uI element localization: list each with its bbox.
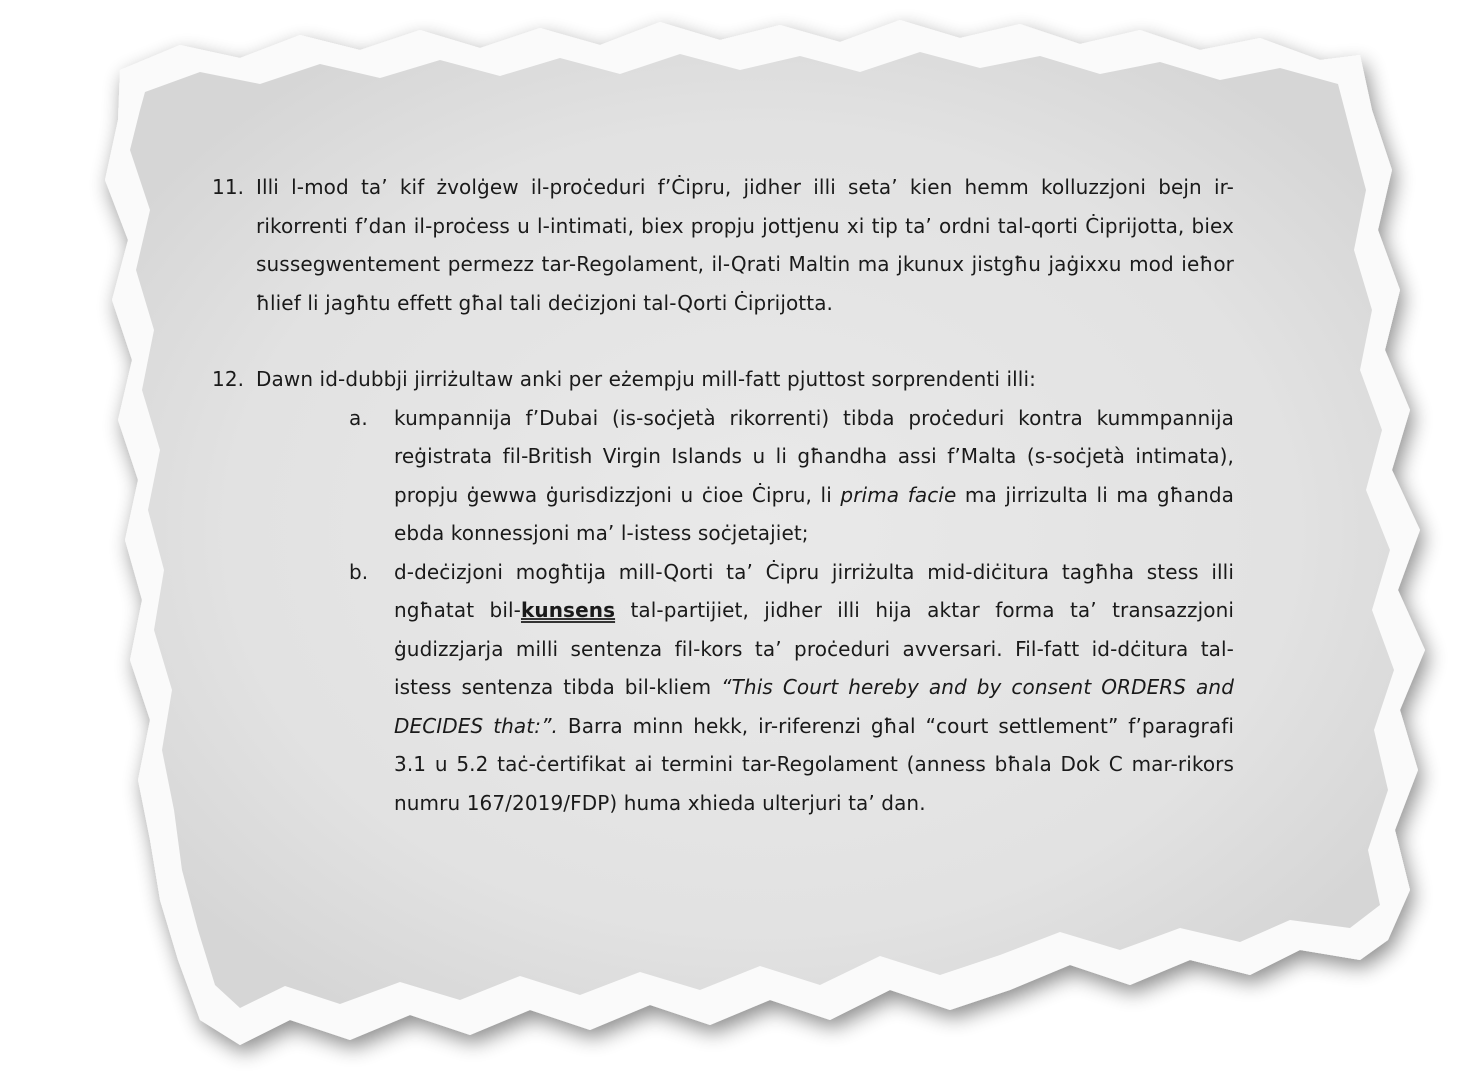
text-segment: tal-partijiet, jidher illi hija aktar forma ta’ transazzjoni ġudizzjarja milli sentenza fil-kors ta’ proċeduri avversari. Fil-fatt id-dċitura tal-istess sentenza tibda bil-kliem (394, 598, 1235, 699)
sub-item-text (394, 553, 1234, 823)
italic-phrase: prima facie (840, 482, 957, 507)
paragraph-number: 11. (212, 175, 245, 199)
sub-item-letter: a. (349, 405, 368, 430)
sub-item-a (349, 399, 1234, 553)
text-segment: kumpannija f’Dubai (is-soċjetà rikorrenti) tibda proċeduri kontra kummpannija reġistrata fil-British Virgin Islands u li għandha assi f’Malta (s-soċjetà intimata), propju ġewwa ġurisdizzjoni u ċioe Ċipru, li (394, 405, 1234, 507)
italic-quote: “This Court hereby and by consent ORDERS and DECIDES that:”. (394, 675, 1234, 738)
sub-item-text (394, 399, 1234, 553)
paragraph-intro: Dawn id-dubbji jirriżultaw anki per eżempju mill-fatt pjuttost sorprendenti illi: (256, 367, 1036, 391)
paragraph-12 (212, 360, 1234, 399)
text-segment: d-deċizjoni mogħtija mill-Qorti ta’ Ċipru jirriżulta mid-diċitura tagħha stess illi ngħatat bil- (394, 559, 1234, 622)
paragraph-11 (212, 168, 1234, 322)
paragraph-text: Illi l-mod ta’ kif żvolġew il-proċeduri f’Ċipru, jidher illi seta’ kien hemm kolluzzjoni bejn ir-rikorrenti f’dan il-proċess u l-intimati, biex propju jottjenu xi tip ta’ ordni tal-qorti Ċiprijotta, biex sussegwentement permezz tar-Regolament, il-Qrati Maltin ma jkunux jistgħu jaġixxu mod ieħor ħlief li jagħtu effett għal tali deċizjoni tal-Qorti Ċiprijotta. (256, 175, 1234, 315)
paragraph-number: 12. (212, 367, 245, 391)
document-text (212, 168, 1234, 822)
sub-item-list (212, 399, 1234, 823)
text-segment: ma jirrizulta li ma għanda ebda konnessjoni ma’ l-istess soċjetajiet; (394, 482, 1235, 545)
underlined-word: kunsens (520, 598, 616, 622)
sub-item-letter: b. (349, 559, 369, 584)
paragraph-12-body (256, 360, 1234, 399)
text-segment: Barra minn hekk, ir-riferenzi għal “court settlement” f’paragrafi 3.1 u 5.2 taċ-ċertifikat ai termini tar-Regolament (anness bħala Dok C mar-rikors numru 167/2019/FDP) huma xhieda ulterjuri ta’ dan. (394, 713, 1234, 815)
sub-item-b (349, 553, 1234, 823)
